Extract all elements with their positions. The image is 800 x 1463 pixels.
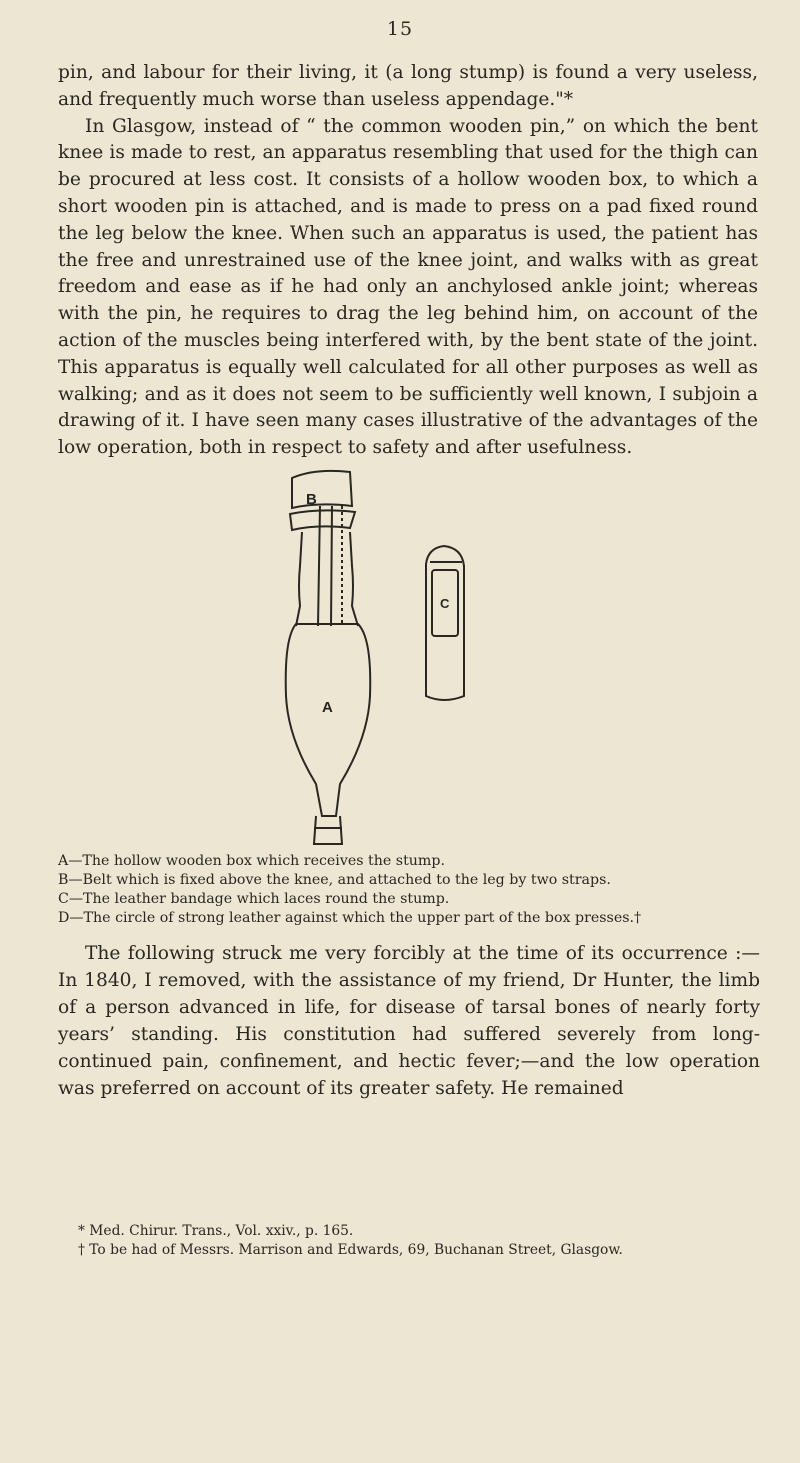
box-right-edge [350, 532, 358, 626]
legend-item-b: B—Belt which is fixed above the knee, and attached to the leg by two straps. [58, 872, 611, 888]
paragraph-continuation: pin, and labour for their living, it (a long stump) is found a very useless, and frequently much worse than useless appendage."* [58, 62, 758, 110]
strap-line-2 [331, 506, 332, 626]
label-c: C [440, 596, 450, 611]
box-left-edge [296, 532, 302, 626]
belt-strap-top [292, 471, 352, 508]
legend-item-d: D—The circle of strong leather against which the upper part of the box presses.† [58, 910, 642, 926]
belt-strap-lower [290, 510, 355, 530]
legend-item-c: C—The leather bandage which laces round the stump. [58, 891, 450, 907]
hollow-box-outline [286, 624, 371, 816]
label-b: B [306, 491, 317, 508]
figure-legend [58, 852, 758, 928]
footnotes [58, 1222, 758, 1260]
apparatus-figure [200, 466, 560, 846]
strap-line-1 [318, 506, 320, 626]
legend-item-a: A—The hollow wooden box which receives the stump. [58, 853, 445, 869]
paragraph-case-1840: The following struck me very forcibly at the time of its occurrence :—In 1840, I removed, with the assistance of my friend, Dr Hunter, the limb of a person advanced in life, for disease of tarsal bones of nearly forty years’ standing. His constitution had suffered severely from long-continued pain, confinement, and hectic fever;—and the low operation was preferred on account of its greater safety. He remained [58, 943, 760, 1099]
footnote-dagger: † To be had of Messrs. Marrison and Edwards, 69, Buchanan Street, Glasgow. [78, 1242, 623, 1258]
apparatus-drawing [200, 466, 560, 846]
paragraph-glasgow-apparatus: In Glasgow, instead of “ the common wooden pin,” on which the bent knee is made to rest, an apparatus resembling that used for the thigh can be procured at less cost. It consists of a hollow wooden box, to which a short wooden pin is attached, and is made to press on a pad fixed round the leg below the knee. When such an apparatus is used, the patient has the free and unrestrained use of the knee joint, and walks with as great freedom and ease as if he had only an anchylosed ankle joint; whereas with the pin, he requires to drag the leg behind him, on account of the action of the muscles being interfered with, by the bent state of the joint. This apparatus is equally well calculated for all other purposes as well as walking; and as it does not seem to be sufficiently well known, I subjoin a drawing of it. I have seen many cases illustrative of the advantages of the low operation, both in respect to safety and after usefulness. [58, 115, 758, 459]
label-a: A [322, 699, 333, 716]
footnote-star: * Med. Chirur. Trans., Vol. xxiv., p. 165. [78, 1223, 354, 1239]
main-text-top [58, 60, 758, 462]
wooden-pin [314, 816, 342, 844]
main-text-bottom [58, 940, 760, 1102]
page-number: 15 [386, 18, 414, 40]
